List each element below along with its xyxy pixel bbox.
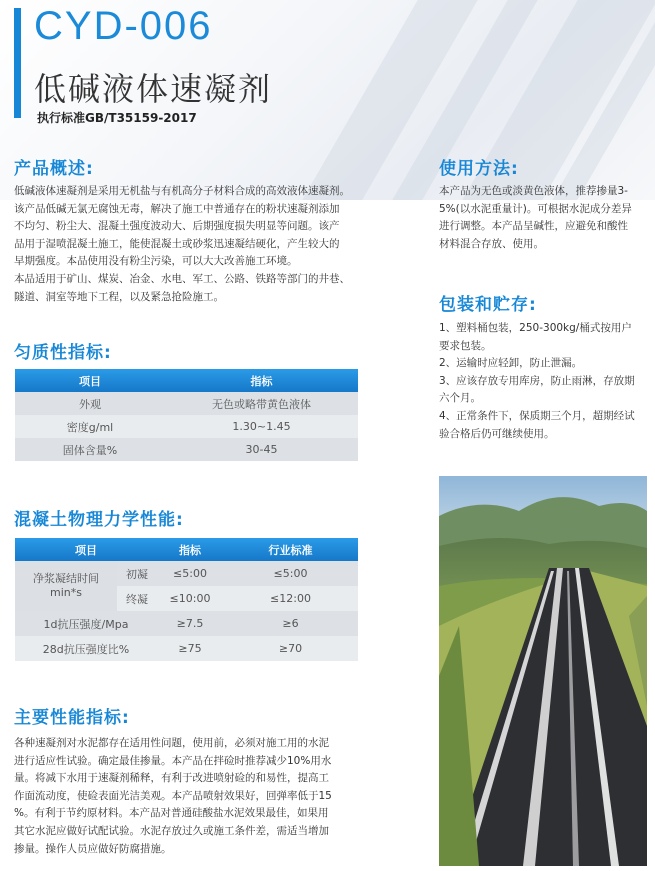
uniformity-cell: 固体含量%	[15, 438, 165, 461]
accent-bar	[14, 8, 21, 118]
table-row	[15, 392, 358, 415]
concrete-cell: 终凝	[117, 586, 157, 611]
table-row	[15, 561, 358, 586]
usage-line: 进行调整。本产品呈碱性，应避免和酸性	[439, 220, 628, 233]
performance-line: 量。将减下水用于速凝剂稀释，有利于改进喷射硷的和易性，提高工	[14, 772, 329, 785]
setting-time-label	[15, 561, 117, 611]
setting-time-unit: min*s	[50, 586, 82, 599]
performance-line: %。有利于节约原材料。本产品对普通硅酸盐水泥效果最佳，如果用	[14, 807, 329, 820]
overview-line: 本品适用于矿山、煤炭、冶金、水电、军工、公路、铁路等部门的井巷、	[14, 272, 350, 285]
uniformity-cell: 1.30~1.45	[165, 415, 358, 438]
usage-line: 本产品为无色或淡黄色液体，推荐掺量3-	[439, 185, 628, 197]
performance-text	[14, 735, 414, 858]
uniformity-header-index: 指标	[165, 369, 358, 392]
concrete-header-item: 项目	[15, 538, 157, 561]
concrete-cell: 初凝	[117, 561, 157, 586]
storage-line: 2、运输时应轻卸，防止泄漏。	[439, 357, 583, 370]
usage-text	[439, 183, 651, 253]
overview-text	[14, 183, 414, 306]
concrete-header-index: 指标	[157, 538, 223, 561]
concrete-cell: ≤5:00	[157, 561, 223, 586]
uniformity-header-item: 项目	[15, 369, 165, 392]
usage-title: 使用方法:	[439, 159, 519, 179]
storage-line: 4、正常条件下，保质期三个月，超期经试	[439, 409, 635, 422]
uniformity-title: 匀质性指标:	[14, 343, 112, 363]
overview-line: 低碱液体速凝剂是采用无机盐与有机高分子材料合成的高效液体速凝剂。	[14, 185, 350, 197]
uniformity-cell: 外观	[15, 392, 165, 415]
concrete-title: 混凝土物理力学性能:	[14, 510, 184, 530]
performance-line: 各种速凝剂对水泥都存在适用性问题，使用前，必须对施工用的水泥	[14, 737, 329, 749]
standard-text: 执行标准GB/T35159-2017	[37, 111, 197, 125]
overview-line: 隧道、洞室等地下工程，以及紧急抢险施工。	[14, 290, 224, 303]
usage-line: 5%(以水泥重量计)。可根据水泥成分差异	[439, 202, 632, 215]
storage-line: 六个月。	[439, 392, 481, 405]
storage-line: 验合格后仍可继续使用。	[439, 427, 555, 440]
performance-line: 进行适应性试验。确定最佳掺量。本产品在拌硷时推荐减少10%用水	[14, 754, 332, 767]
product-code: CYD-006	[34, 4, 213, 48]
storage-text	[439, 320, 651, 443]
overview-line: 不均匀、粉尘大、混凝土强度波动大、后期强度损失明显等问题。该产	[14, 220, 340, 233]
concrete-cell: ≥7.5	[157, 611, 223, 636]
uniformity-table	[15, 369, 358, 461]
concrete-cell: ≥70	[223, 636, 358, 661]
storage-title: 包装和贮存:	[439, 295, 537, 315]
usage-line: 材料混合存放、使用。	[439, 237, 544, 250]
uniformity-cell: 密度g/ml	[15, 415, 165, 438]
performance-title: 主要性能指标:	[14, 708, 130, 728]
table-row	[15, 636, 358, 661]
highway-photo	[439, 476, 647, 866]
table-row	[15, 415, 358, 438]
setting-time-text: 净浆凝结时间	[33, 572, 99, 585]
concrete-cell: 1d抗压强度/Mpa	[15, 611, 157, 636]
overview-line: 品用于湿喷混凝土施工，能使混凝土或砂浆迅速凝结硬化，产生较大的	[14, 237, 340, 250]
storage-line: 1、塑料桶包装，250-300kg/桶式按用户	[439, 322, 632, 334]
storage-line: 3、应该存放专用库房，防止雨淋，存放期	[439, 374, 635, 387]
overview-line: 早期强度。本品使用没有粉尘污染，可以大大改善施工环境。	[14, 255, 298, 268]
product-title: 低碱液体速凝剂	[34, 70, 273, 108]
concrete-table	[15, 538, 358, 661]
concrete-cell: ≤10:00	[157, 586, 223, 611]
concrete-header-standard: 行业标准	[223, 538, 358, 561]
performance-line: 掺量。操作人员应做好防腐措施。	[14, 842, 172, 855]
concrete-cell: ≤12:00	[223, 586, 358, 611]
concrete-cell: ≥75	[157, 636, 223, 661]
overview-line: 该产品低碱无氯无腐蚀无毒，解决了施工中普通存在的粉状速凝剂添加	[14, 202, 340, 215]
concrete-cell: 28d抗压强度比%	[15, 636, 157, 661]
table-row	[15, 438, 358, 461]
storage-line: 要求包装。	[439, 339, 492, 352]
concrete-cell: ≥6	[223, 611, 358, 636]
performance-line: 作面流动度，使硷表面光洁美观。本产品喷射效果好，回弹率低于15	[14, 789, 332, 802]
table-row	[15, 611, 358, 636]
concrete-cell: ≤5:00	[223, 561, 358, 586]
overview-title: 产品概述:	[14, 159, 94, 179]
uniformity-cell: 无色或略带黄色液体	[165, 392, 358, 415]
performance-line: 其它水泥应做好试配试验。水泥存放过久或施工条件差，需适当增加	[14, 824, 329, 837]
uniformity-cell: 30-45	[165, 438, 358, 461]
